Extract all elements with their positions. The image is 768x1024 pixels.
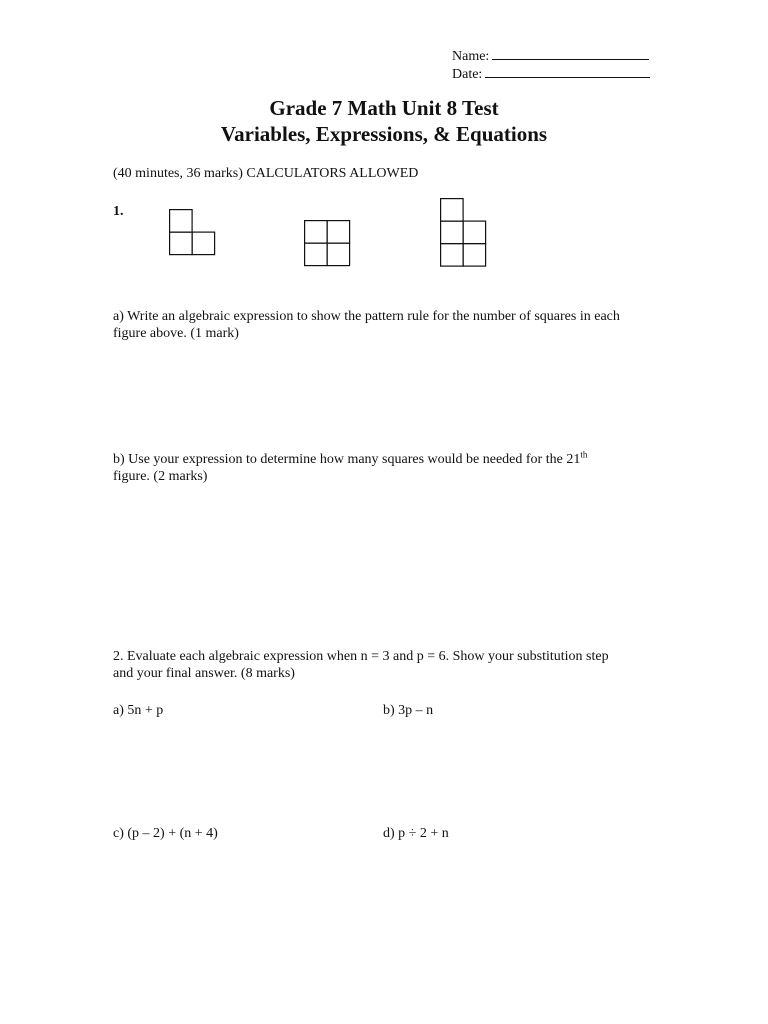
page-subtitle: Variables, Expressions, & Equations xyxy=(220,122,548,146)
square xyxy=(463,244,486,267)
question-1b-text: b) Use your expression to determine how many squares would be needed for the 21 xyxy=(113,452,581,467)
square xyxy=(305,221,328,244)
instructions: (40 minutes, 36 marks) CALCULATORS ALLOWED xyxy=(113,166,419,181)
square xyxy=(170,232,193,255)
square xyxy=(441,244,464,267)
pattern-figure-2 xyxy=(304,220,350,267)
question-2a: a) 5n + p xyxy=(113,703,164,718)
question-2-prompt xyxy=(113,648,609,682)
date-blank xyxy=(485,65,650,78)
question-2-line-1: 2. Evaluate each algebraic expression when n = 3 and p = 6. Show your substitution step xyxy=(113,649,609,664)
question-2d: d) p ÷ 2 + n xyxy=(383,826,449,841)
square xyxy=(327,221,350,244)
question-1a: a) Write an algebraic expression to show the pattern rule for the number of squares in each figure above. (1 mark) xyxy=(113,309,620,341)
date-label: Date: xyxy=(452,67,483,82)
date-field xyxy=(452,65,650,83)
pattern-figure-1 xyxy=(169,209,215,256)
question-2c: c) (p – 2) + (n + 4) xyxy=(113,826,218,841)
square xyxy=(170,210,193,233)
square xyxy=(327,243,350,266)
name-label: Name: xyxy=(452,49,490,64)
question-1b-text-continued: figure. (2 marks) xyxy=(113,469,208,484)
name-field xyxy=(452,47,649,65)
question-1b xyxy=(113,451,653,485)
question-2-line-2: and your final answer. (8 marks) xyxy=(113,666,295,681)
question-1-number: 1. xyxy=(113,204,124,219)
name-blank xyxy=(492,47,649,60)
square xyxy=(441,221,464,244)
square xyxy=(463,221,486,244)
square xyxy=(441,199,464,222)
question-2b: b) 3p – n xyxy=(383,703,434,718)
pattern-figure-3 xyxy=(440,198,486,268)
page-title: Grade 7 Math Unit 8 Test xyxy=(269,96,499,120)
square xyxy=(192,232,215,255)
ordinal-suffix: th xyxy=(580,449,588,460)
square xyxy=(305,243,328,266)
